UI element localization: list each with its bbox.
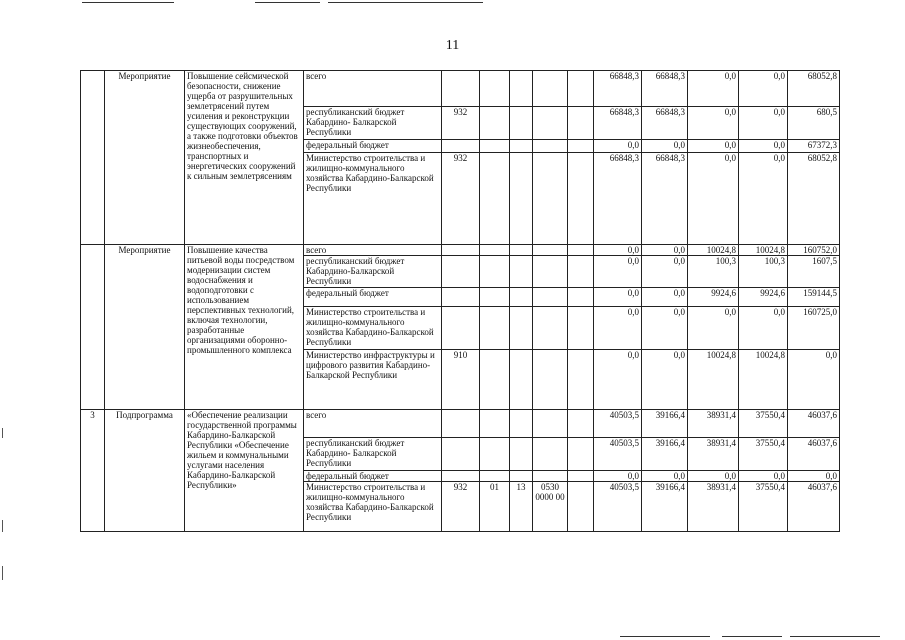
top-rule — [255, 2, 320, 3]
rz-code — [480, 140, 510, 153]
grbs-code — [442, 307, 480, 350]
vr-code — [568, 288, 594, 307]
vr-code — [568, 71, 594, 107]
vr-code — [568, 438, 594, 471]
value-cell: 38931,4 — [688, 482, 739, 532]
pr-code — [510, 438, 533, 471]
margin-mark — [2, 520, 3, 532]
bottom-rule — [790, 636, 880, 637]
funding-source: Министерство строительства и жилищно-коммунального хозяйства Кабардино-Балкарской Республики — [304, 307, 442, 350]
row-name: «Обеспечение реализации государственной программы Кабардино-Балкарской Республики «Обеспечение жильем и коммунальными услугами населения Кабардино-Балкарской Республики» — [185, 410, 304, 532]
csr-code — [533, 288, 568, 307]
row-number: 3 — [81, 410, 105, 532]
rz-code — [480, 350, 510, 410]
row-number — [81, 71, 105, 245]
value-cell: 37550,4 — [739, 438, 788, 471]
value-cell: 38931,4 — [688, 438, 739, 471]
value-cell: 37550,4 — [739, 410, 788, 438]
value-cell: 39166,4 — [642, 482, 688, 532]
csr-code — [533, 471, 568, 482]
rz-code — [480, 307, 510, 350]
grbs-code — [442, 140, 480, 153]
value-cell: 1607,5 — [788, 256, 840, 288]
value-cell: 46037,6 — [788, 438, 840, 471]
pr-code — [510, 307, 533, 350]
value-cell: 46037,6 — [788, 410, 840, 438]
value-cell: 10024,8 — [739, 245, 788, 256]
value-cell: 66848,3 — [642, 107, 688, 140]
value-cell: 66848,3 — [642, 71, 688, 107]
csr-code — [533, 307, 568, 350]
value-cell: 0,0 — [739, 71, 788, 107]
grbs-code — [442, 288, 480, 307]
value-cell: 0,0 — [642, 307, 688, 350]
value-cell: 0,0 — [688, 71, 739, 107]
rz-code: 01 — [480, 482, 510, 532]
csr-code — [533, 410, 568, 438]
value-cell: 0,0 — [594, 245, 642, 256]
csr-code — [533, 350, 568, 410]
value-cell: 0,0 — [642, 350, 688, 410]
vr-code — [568, 245, 594, 256]
grbs-code: 932 — [442, 482, 480, 532]
rz-code — [480, 410, 510, 438]
value-cell: 0,0 — [594, 256, 642, 288]
vr-code — [568, 410, 594, 438]
top-rule — [82, 2, 174, 3]
value-cell: 0,0 — [642, 288, 688, 307]
value-cell: 0,0 — [688, 307, 739, 350]
pr-code — [510, 410, 533, 438]
bottom-rule — [620, 636, 710, 637]
rz-code — [480, 153, 510, 245]
funding-source: Министерство строительства и жилищно-коммунального хозяйства Кабардино-Балкарской Республики — [304, 153, 442, 245]
value-cell: 67372,3 — [788, 140, 840, 153]
rz-code — [480, 288, 510, 307]
value-cell: 0,0 — [688, 471, 739, 482]
value-cell: 38931,4 — [688, 410, 739, 438]
rz-code — [480, 245, 510, 256]
value-cell: 9924,6 — [688, 288, 739, 307]
funding-source: федеральный бюджет — [304, 471, 442, 482]
value-cell: 0,0 — [642, 256, 688, 288]
vr-code — [568, 482, 594, 532]
grbs-code — [442, 471, 480, 482]
value-cell: 0,0 — [642, 245, 688, 256]
grbs-code: 910 — [442, 350, 480, 410]
vr-code — [568, 140, 594, 153]
value-cell: 39166,4 — [642, 438, 688, 471]
value-cell: 40503,5 — [594, 438, 642, 471]
csr-code — [533, 438, 568, 471]
pr-code — [510, 140, 533, 153]
csr-code — [533, 107, 568, 140]
value-cell: 160725,0 — [788, 307, 840, 350]
value-cell: 100,3 — [688, 256, 739, 288]
funding-source: федеральный бюджет — [304, 288, 442, 307]
grbs-code — [442, 410, 480, 438]
value-cell: 68052,8 — [788, 71, 840, 107]
rz-code — [480, 471, 510, 482]
pr-code — [510, 153, 533, 245]
row-name: Повышение сейсмической безопасности, снижение ущерба от разрушительных землетрясений путем усиления и реконструкции существующих сооружений, а также подготовки объектов жизнеобеспечения, транспортных и энергетических сооружений к сильным землетрясениям — [185, 71, 304, 245]
value-cell: 0,0 — [739, 153, 788, 245]
csr-code: 0530 0000 00 — [533, 482, 568, 532]
value-cell: 37550,4 — [739, 482, 788, 532]
row-name: Повышение качества питьевой воды посредством модернизации систем водоснабжения и водоподготовки с использованием перспективных технологий, включая технологии, разработанные организациями оборонно-промышленного комплекса — [185, 245, 304, 410]
pr-code — [510, 288, 533, 307]
vr-code — [568, 256, 594, 288]
row-type: Мероприятие — [105, 71, 185, 245]
funding-source: республиканский бюджет Кабардино-Балкарской Республики — [304, 256, 442, 288]
grbs-code — [442, 71, 480, 107]
value-cell: 10024,8 — [688, 245, 739, 256]
vr-code — [568, 153, 594, 245]
funding-source: Министерство инфраструктуры и цифрового развития Кабардино-Балкарской Республики — [304, 350, 442, 410]
value-cell: 9924,6 — [739, 288, 788, 307]
grbs-code — [442, 256, 480, 288]
value-cell: 159144,5 — [788, 288, 840, 307]
csr-code — [533, 256, 568, 288]
table-row — [81, 71, 840, 107]
funding-source: всего — [304, 71, 442, 107]
page-number: 11 — [445, 38, 460, 53]
funding-source: Министерство строительства и жилищно-коммунального хозяйства Кабардино-Балкарской Республики — [304, 482, 442, 532]
value-cell: 0,0 — [739, 471, 788, 482]
value-cell: 0,0 — [594, 350, 642, 410]
funding-source: республиканский бюджет Кабардино- Балкарской Республики — [304, 107, 442, 140]
value-cell: 0,0 — [594, 471, 642, 482]
pr-code — [510, 256, 533, 288]
vr-code — [568, 107, 594, 140]
rz-code — [480, 256, 510, 288]
value-cell: 0,0 — [739, 307, 788, 350]
value-cell: 0,0 — [788, 350, 840, 410]
pr-code — [510, 471, 533, 482]
value-cell: 40503,5 — [594, 410, 642, 438]
vr-code — [568, 307, 594, 350]
value-cell: 10024,8 — [739, 350, 788, 410]
csr-code — [533, 140, 568, 153]
value-cell: 0,0 — [642, 140, 688, 153]
pr-code — [510, 107, 533, 140]
value-cell: 0,0 — [688, 140, 739, 153]
table-row — [81, 410, 840, 438]
pr-code: 13 — [510, 482, 533, 532]
row-type: Подпрограмма — [105, 410, 185, 532]
bottom-rule — [722, 636, 782, 637]
vr-code — [568, 471, 594, 482]
funding-source: республиканский бюджет Кабардино- Балкарской Республики — [304, 438, 442, 471]
value-cell: 0,0 — [642, 471, 688, 482]
value-cell: 66848,3 — [594, 71, 642, 107]
value-cell: 0,0 — [739, 140, 788, 153]
value-cell: 10024,8 — [688, 350, 739, 410]
grbs-code — [442, 438, 480, 471]
csr-code — [533, 245, 568, 256]
value-cell: 0,0 — [739, 107, 788, 140]
budget-table — [80, 70, 840, 532]
margin-mark — [2, 428, 3, 438]
grbs-code: 932 — [442, 153, 480, 245]
top-rule — [328, 2, 483, 3]
csr-code — [533, 71, 568, 107]
pr-code — [510, 245, 533, 256]
funding-source: всего — [304, 410, 442, 438]
value-cell: 40503,5 — [594, 482, 642, 532]
value-cell: 0,0 — [594, 140, 642, 153]
value-cell: 0,0 — [688, 153, 739, 245]
value-cell: 0,0 — [788, 471, 840, 482]
value-cell: 0,0 — [594, 288, 642, 307]
table-row — [81, 245, 840, 256]
value-cell: 160752,0 — [788, 245, 840, 256]
value-cell: 39166,4 — [642, 410, 688, 438]
value-cell: 46037,6 — [788, 482, 840, 532]
row-number — [81, 245, 105, 410]
rz-code — [480, 71, 510, 107]
rz-code — [480, 438, 510, 471]
margin-mark — [2, 566, 3, 580]
vr-code — [568, 350, 594, 410]
value-cell: 66848,3 — [594, 107, 642, 140]
grbs-code — [442, 245, 480, 256]
value-cell: 100,3 — [739, 256, 788, 288]
value-cell: 0,0 — [594, 307, 642, 350]
value-cell: 66848,3 — [594, 153, 642, 245]
csr-code — [533, 153, 568, 245]
pr-code — [510, 71, 533, 107]
grbs-code: 932 — [442, 107, 480, 140]
funding-source: всего — [304, 245, 442, 256]
rz-code — [480, 107, 510, 140]
value-cell: 680,5 — [788, 107, 840, 140]
value-cell: 66848,3 — [642, 153, 688, 245]
funding-source: федеральный бюджет — [304, 140, 442, 153]
row-type: Мероприятие — [105, 245, 185, 410]
value-cell: 68052,8 — [788, 153, 840, 245]
value-cell: 0,0 — [688, 107, 739, 140]
pr-code — [510, 350, 533, 410]
